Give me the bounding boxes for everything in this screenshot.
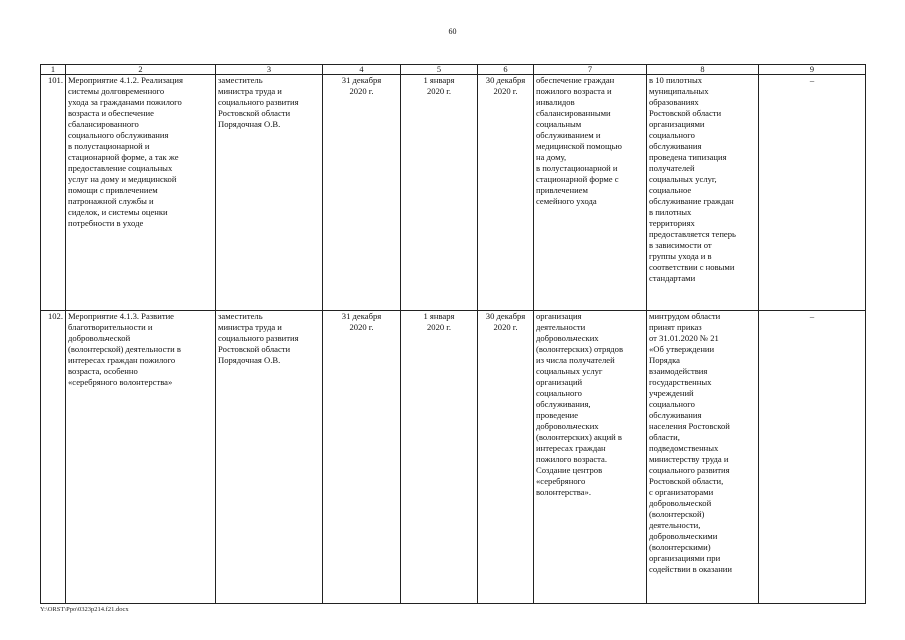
column-header-2: 2: [66, 65, 216, 75]
event-cell: Мероприятие 4.1.3. Развитие благотворительности и добровольческой (волонтерской) деятельности в интересах граждан пожилого возраста, особенно «серебряного волонтерства»: [66, 311, 216, 604]
start-date-cell: 1 января 2020 г.: [401, 75, 478, 311]
column-header-9: 9: [759, 65, 866, 75]
end-date-cell: 30 декабря 2020 г.: [478, 75, 534, 311]
responsible-cell: заместитель министра труда и социального развития Ростовской области Порядочная О.В.: [216, 311, 323, 604]
table-row: [41, 75, 866, 311]
planned-date-cell: 31 декабря 2020 г.: [323, 75, 401, 311]
column-header-3: 3: [216, 65, 323, 75]
expected-result-cell: обеспечение граждан пожилого возраста и инвалидов сбалансированными социальным обслуживанием и медицинской помощью на дому, в полустационарной и стационарной форме с привлечением семейного ухода: [534, 75, 647, 311]
column-header-8: 8: [647, 65, 759, 75]
end-date-cell: 30 декабря 2020 г.: [478, 311, 534, 604]
footer-file-path: Y:\ORST\Ppo\0323p214.f21.docx: [40, 606, 129, 613]
header-row: [41, 65, 866, 75]
event-cell: Мероприятие 4.1.2. Реализация системы долговременного ухода за гражданами пожилого возраста и обеспечение сбалансированного социального обслуживания в полустационарной и стационарной форме, а так же предоставление социальных услуг на дому и медицинской помощи с привлечением патронажной службы и сиделок, и системы оценки потребности в уходе: [66, 75, 216, 311]
note-cell: –: [759, 75, 866, 311]
report-table: [40, 64, 866, 604]
page-number: 60: [448, 27, 457, 36]
table-row: [41, 311, 866, 604]
planned-date-cell: 31 декабря 2020 г.: [323, 311, 401, 604]
expected-result-cell: организация деятельности добровольческих (волонтерских) отрядов из числа получателей социальных услуг организаций социального обслуживания, проведение добровольческих (волонтерских) акций в интересах граждан пожилого возраста. Создание центров «серебряного волонтерства».: [534, 311, 647, 604]
column-header-6: 6: [478, 65, 534, 75]
responsible-cell: заместитель министра труда и социального развития Ростовской области Порядочная О.В.: [216, 75, 323, 311]
column-header-7: 7: [534, 65, 647, 75]
column-header-5: 5: [401, 65, 478, 75]
actual-result-cell: минтрудом области принят приказ от 31.01.2020 № 21 «Об утверждении Порядка взаимодействия государственных учреждений социального обслуживания населения Ростовской области, подведомственных министерству труда и социального развития Ростовской области, с организаторами добровольческой (волонтерской) деятельности, добровольческими (волонтерскими) организациями при содействии в оказании: [647, 311, 759, 604]
column-header-1: 1: [41, 65, 66, 75]
actual-result-cell: в 10 пилотных муниципальных образованиях Ростовской области организациями социального обслуживания проведена типизация получателей социальных услуг, социальное обслуживание граждан в пилотных территориях предоставляется теперь в зависимости от группы ухода и в соответствии с новыми стандартами: [647, 75, 759, 311]
column-header-4: 4: [323, 65, 401, 75]
note-cell: –: [759, 311, 866, 604]
row-number-cell: 102.: [41, 311, 66, 604]
start-date-cell: 1 января 2020 г.: [401, 311, 478, 604]
row-number-cell: 101.: [41, 75, 66, 311]
